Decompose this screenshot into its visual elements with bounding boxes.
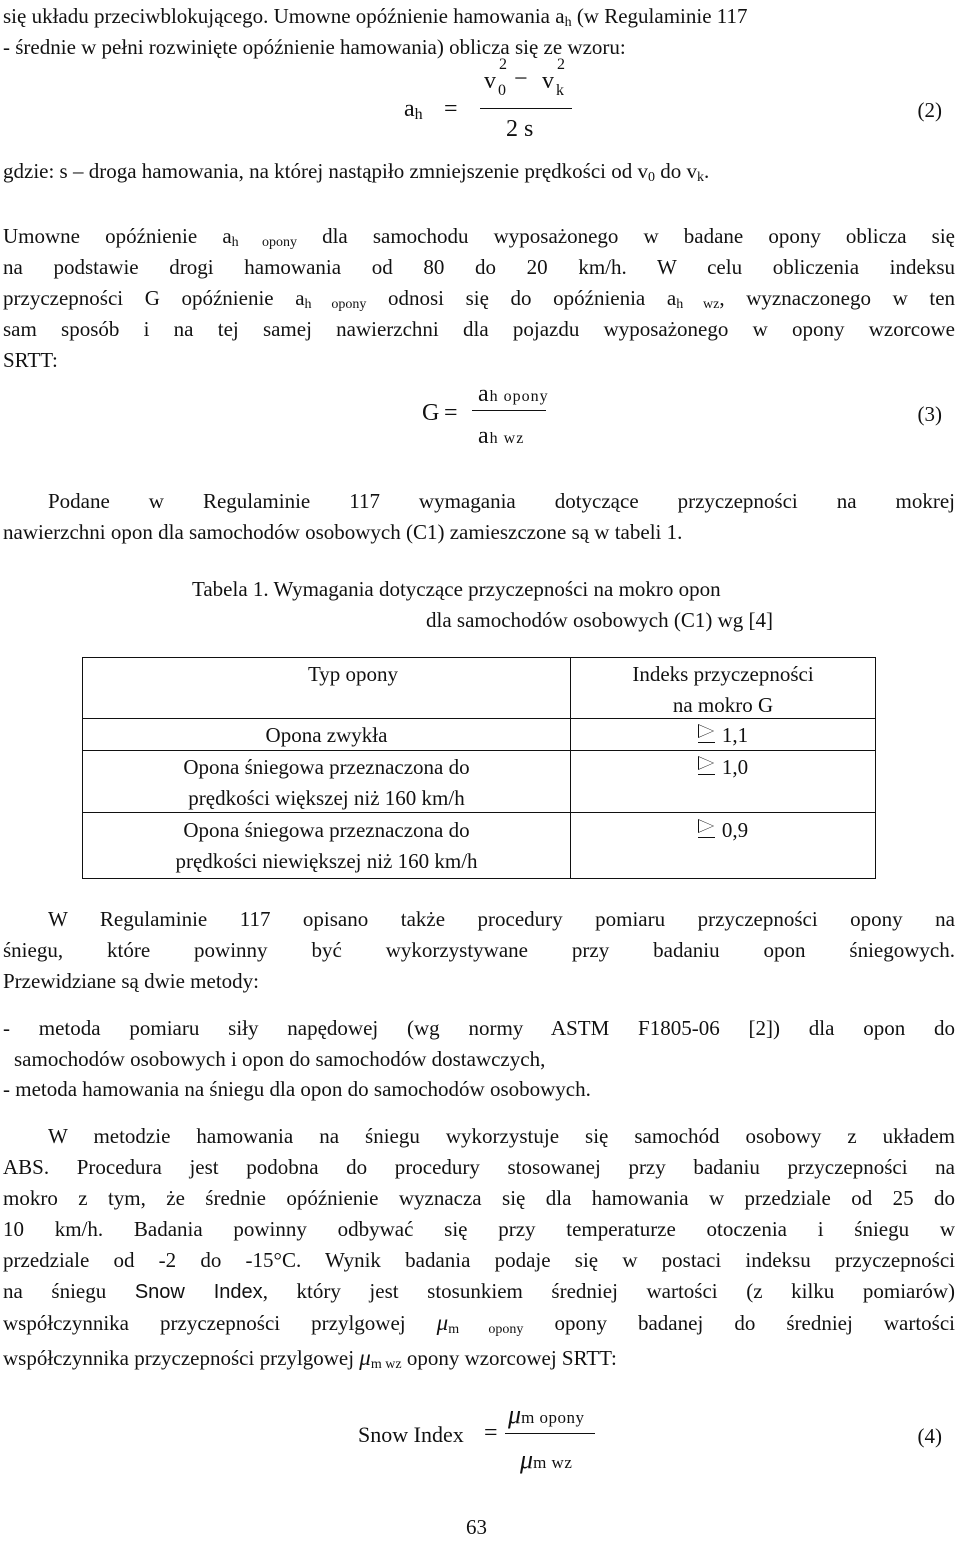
eq2-minus: − <box>514 66 528 92</box>
eq2-denominator: 2 s <box>506 116 534 142</box>
table-row-1-type: Opona zwykła <box>265 723 388 747</box>
para4-line-1: W Regulaminie 117 opisano także procedury pomiaru przyczepności opony na <box>48 907 955 931</box>
text-span: się układu przeciwblokującego. Umowne opóźnienie hamowania a <box>3 4 565 28</box>
table-row-2-type: Opona śniegowa przeznaczona do prędkości większej niż 160 km/h <box>183 755 470 810</box>
eq4-lhs: Snow Index <box>358 1422 464 1447</box>
eq3-fraction-bar <box>472 410 546 411</box>
eq3-denominator: ah wz <box>478 423 525 449</box>
eq2-lhs: $a_h$ <box>404 96 423 123</box>
eq4-equals: = <box>484 1420 498 1446</box>
table-row-3-value: 0,9 <box>571 815 875 846</box>
list-item-1-line-1: - metoda pomiaru siły napędowej (wg normy ASTM F1805-06 [2]) dla opon do <box>3 1016 955 1040</box>
eq2-numerator-v0: v 2 0 <box>484 56 507 99</box>
para5-line-5: przedziale od -2 do -15°C. Wynik badania podaje się w postaci indeksu przyczepności <box>3 1248 955 1272</box>
para3-line-1: Podane w Regulaminie 117 wymagania dotyczące przyczepności na mokrej <box>48 489 955 513</box>
para2-line-2: na podstawie drogi hamowania od 80 do 20 km/h. W celu obliczenia indeksu <box>3 255 955 279</box>
table-caption-line-2: dla samochodów osobowych (C1) wg [4] <box>426 608 774 632</box>
para2-line-4: sam sposób i na tej samej nawierzchni dla pojazdu wyposażonego w opony wzorcowe <box>3 317 955 341</box>
para5-line-3: mokro z tym, że średnie opóźnienie wyznacza się dla hamowania w przedziale od 25 do <box>3 1186 955 1210</box>
para5-line-1: W metodzie hamowania na śniegu wykorzystuje się samochód osobowy z układem <box>48 1124 955 1148</box>
eq2-numerator-vk: v 2 k <box>542 56 565 99</box>
eq3-number: (3) <box>917 402 942 426</box>
table-header-index: Indeks przyczepności na mokro G <box>632 662 814 717</box>
intro-line-1 <box>3 4 748 30</box>
greater-equal-icon <box>698 722 716 744</box>
eq2-fraction-bar <box>480 108 572 109</box>
list-item-2: - metoda hamowania na śniegu dla opon do samochodów osobowych. <box>3 1077 591 1101</box>
eq4-number: (4) <box>917 1424 942 1448</box>
para3-line-2: nawierzchni opon dla samochodów osobowych (C1) zamieszczone są w tabeli 1. <box>3 520 683 544</box>
page-number: 63 <box>466 1515 487 1539</box>
text-span: (w Regulaminie 117 <box>571 4 748 28</box>
table-caption-line-1: Tabela 1. Wymagania dotyczące przyczepności na mokro opon <box>192 577 721 601</box>
subscript: h <box>564 15 572 30</box>
eq4-numerator: μm opony <box>508 1400 585 1429</box>
para4-line-2: śniegu, które powinny być wykorzystywane przy badaniu opon śniegowych. <box>3 938 955 962</box>
eq3-numerator: ah opony <box>478 381 549 407</box>
eq4-fraction-bar <box>505 1433 595 1434</box>
eq4-denominator: μm wz <box>520 1445 573 1474</box>
table-row-2-value: 1,0 <box>571 752 875 783</box>
table-row-3-type: Opona śniegowa przeznaczona do prędkości niewiększej niż 160 km/h <box>175 818 478 873</box>
para5-line-4: 10 km/h. Badania powinny odbywać się przy temperaturze otoczenia i śniegu w <box>3 1217 955 1241</box>
eq3-lhs: G <box>422 400 440 426</box>
para2-line-5: SRTT: <box>3 348 58 372</box>
eq2-number: (2) <box>917 98 942 122</box>
para2-line-3: przyczepności G opóźnienie $a_{h opony}$ odnosi się do opóźnienia $a_{h wz}$, wyznaczonego w ten <box>3 286 956 312</box>
greater-equal-icon <box>698 817 716 839</box>
eq3-equals: = <box>444 400 458 426</box>
para5-line-2: ABS. Procedura jest podobna do procedury stosowanej przy badaniu przyczepności na <box>3 1155 955 1179</box>
para4-line-3: Przewidziane są dwie metody: <box>3 969 259 993</box>
intro-line-2: - średnie w pełni rozwinięte opóźnienie hamowania) oblicza się ze wzoru: <box>3 35 626 59</box>
table-row-1-value: 1,1 <box>571 720 875 751</box>
greater-equal-icon <box>698 754 716 776</box>
requirements-table <box>82 657 876 879</box>
eq2-equals: = <box>444 96 458 122</box>
para5-line-8: współczynnika przyczepności przylgowej $\mu_{m wz}$ opony wzorcowej SRTT: <box>3 1345 617 1372</box>
table-header-type: Typ opony <box>307 662 399 686</box>
list-item-1-line-2: samochodów osobowych i opon do samochodów dostawczych, <box>14 1047 546 1071</box>
para5-line-7: współczynnika przyczepności przylgowej $\mu_{m opony}$ opony badanej do średniej wartości <box>3 1310 956 1337</box>
para5-line-6: na śniegu Snow Index, który jest stosunkiem średniej wartości (z kilku pomiarów) <box>3 1279 956 1303</box>
where-line: gdzie: s – droga hamowania, na której nastąpiło zmniejszenie prędkości od $v_0$ do $v_k$. <box>3 159 710 185</box>
para2-line-1: Umowne opóźnienie $a_{h opony}$ dla samochodu wyposażonego w badane opony oblicza się <box>3 224 955 250</box>
